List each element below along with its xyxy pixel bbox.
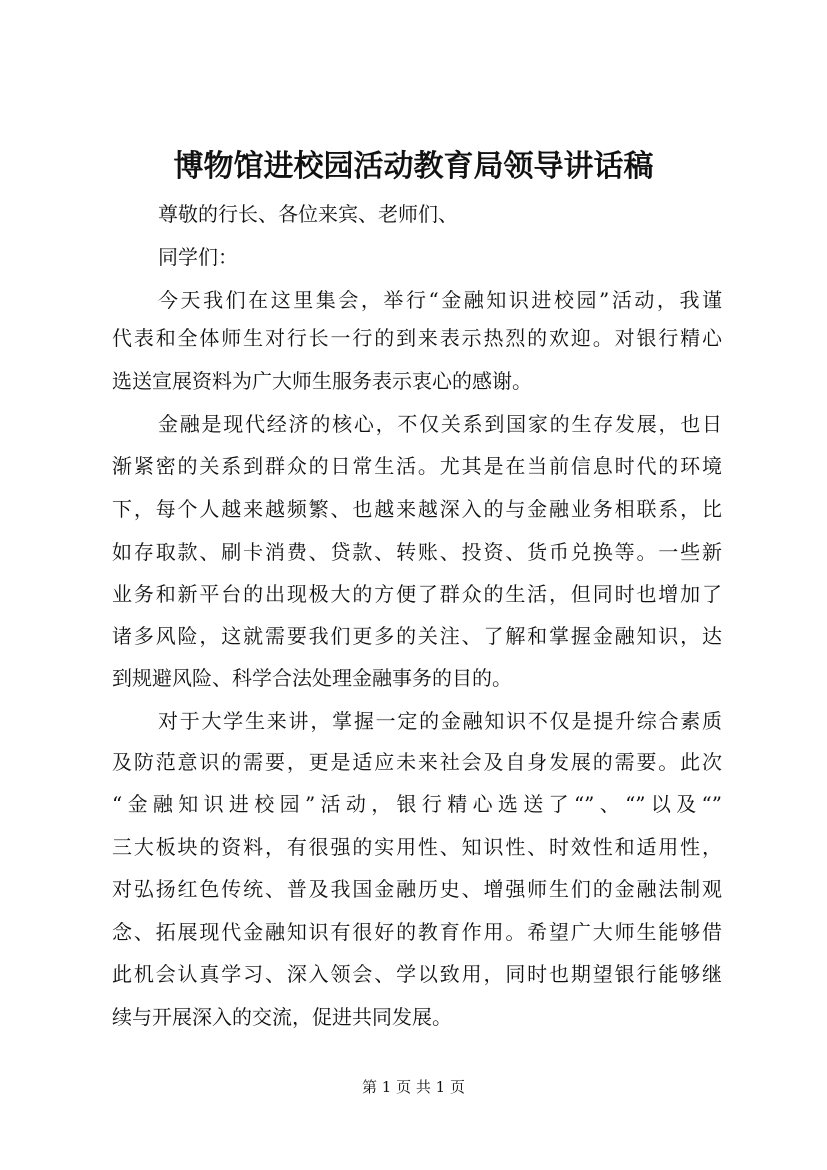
paragraph-3-line-4: 三大板块的资料，有很强的实用性、知识性、时效性和适用性， [112,835,722,859]
paragraph-3-line-1: 对于大学生来讲，掌握一定的金融知识不仅是提升综合素质 [158,709,722,733]
salutation-line-2: 同学们： [158,245,238,269]
paragraph-3-line-7: 此机会认真学习、深入领会、学以致用，同时也期望银行能够继 [112,962,722,986]
page-footer: 第 1 页 共 1 页 [362,1078,465,1096]
paragraph-1-line-1: 今天我们在这里集会，举行“金融知识进校园”活动，我谨 [158,288,722,312]
paragraph-3-line-6: 念、拓展现代金融知识有很好的教育作用。希望广大师生能够借 [112,920,722,944]
paragraph-2-line-2: 渐紧密的关系到群众的日常生活。尤其是在当前信息时代的环境 [112,454,722,478]
paragraph-3-line-8: 续与开展深入的交流，促进共同发展。 [112,1005,452,1029]
paragraph-3-line-5: 对弘扬红色传统、普及我国金融历史、增强师生们的金融法制观 [112,877,722,901]
paragraph-3-line-2: 及防范意识的需要，更是适应未来社会及自身发展的需要。此次 [112,750,722,774]
paragraph-2-line-6: 诸多风险，这就需要我们更多的关注、了解和掌握金融知识，达 [112,624,722,648]
salutation-line-1: 尊敬的行长、各位来宾、老师们、 [158,202,458,226]
paragraph-2-line-1: 金融是现代经济的核心，不仅关系到国家的生存发展，也日 [158,412,722,436]
paragraph-1-line-2: 代表和全体师生对行长一行的到来表示热烈的欢迎。对银行精心 [112,326,722,350]
paragraph-2-line-5: 业务和新平台的出现极大的方便了群众的生活，但同时也增加了 [112,582,722,606]
paragraph-1-line-3: 选送宣展资料为广大师生服务表示衷心的感谢。 [112,369,532,393]
paragraph-3-line-3: “金融知识进校园”活动，银行精心选送了“”、“”以及“” [112,792,722,816]
paragraph-2-line-4: 如存取款、刷卡消费、贷款、转账、投资、货币兑换等。一些新 [112,540,722,564]
paragraph-2-line-7: 到规避风险、科学合法处理金融事务的目的。 [112,666,512,690]
page-title: 博物馆进校园活动教育局领导讲话稿 [173,149,654,184]
paragraph-2-line-3: 下，每个人越来越频繁、也越来越深入的与金融业务相联系，比 [112,497,722,521]
